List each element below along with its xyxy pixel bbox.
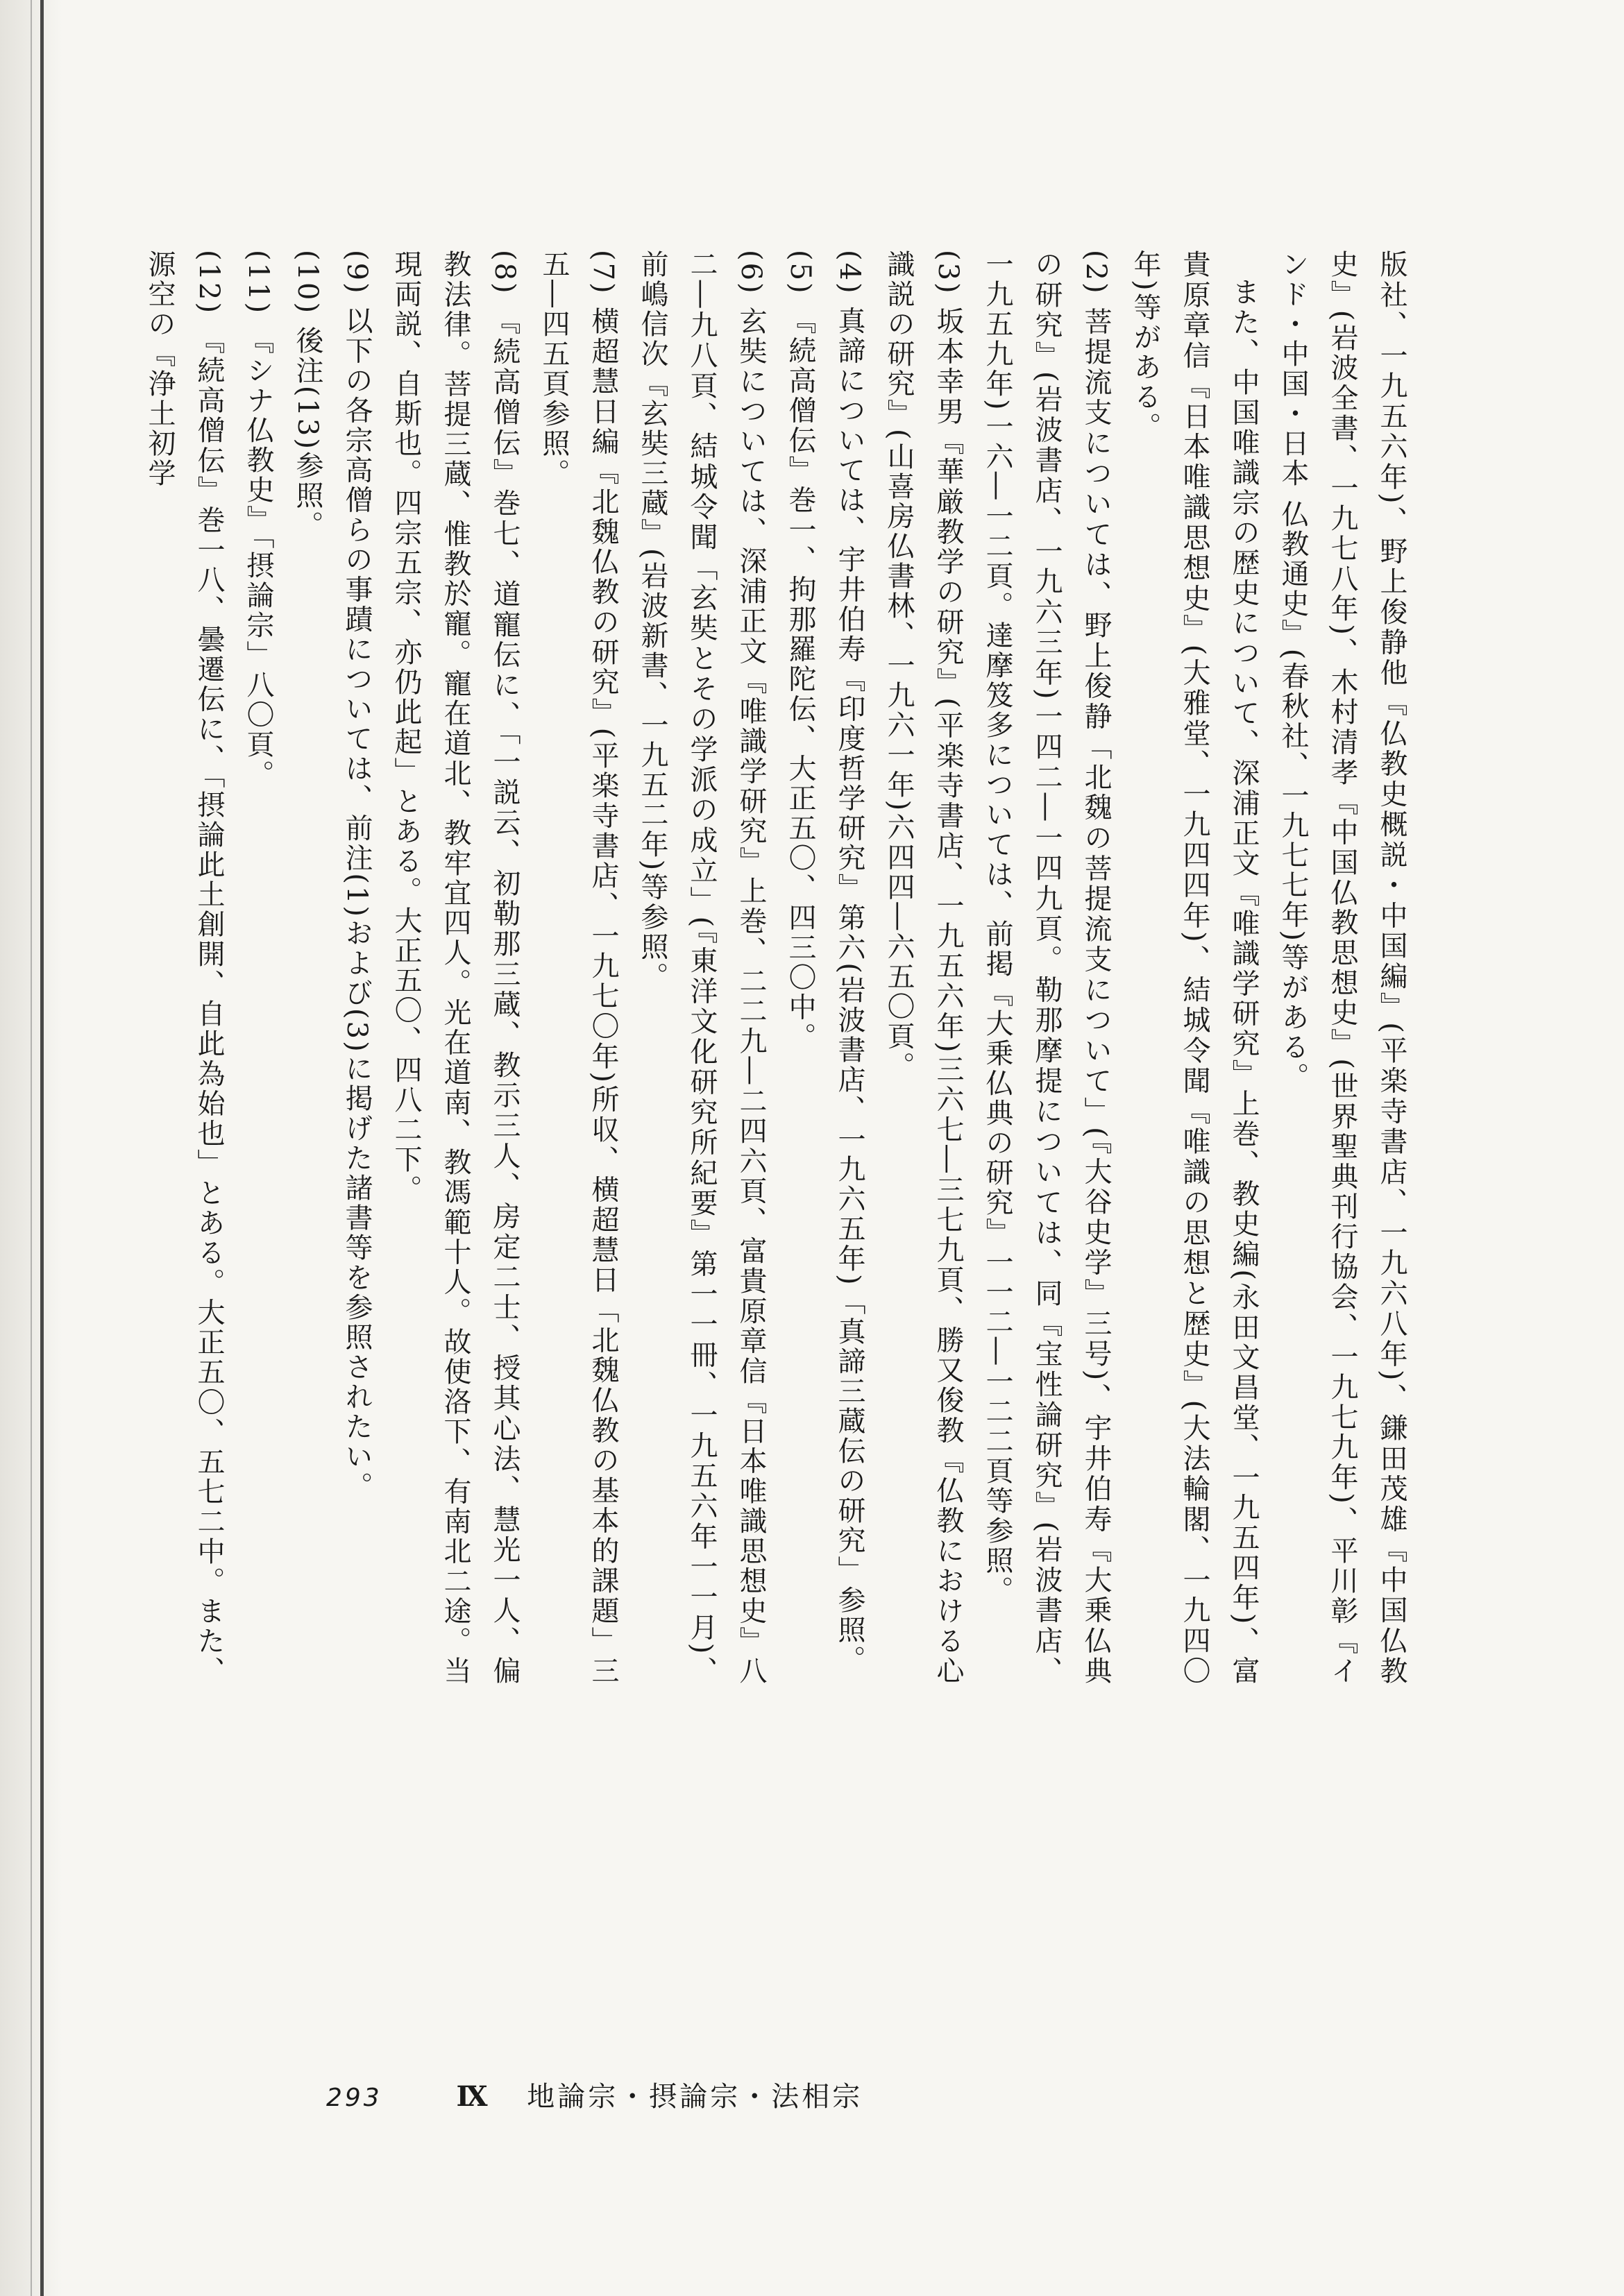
note-7: (7) 横超慧日編『北魏仏教の研究』(平楽寺書店、一九七〇年)所収、横超慧日「北魏仏教の基本的課題」三五―四五頁参照。	[538, 250, 619, 1686]
chapter-number: Ⅸ	[456, 2080, 491, 2113]
note-continuation: 版社、一九五六年)、野上俊静他『仏教史概説・中国編』(平楽寺書店、一九六八年)、鎌田茂雄『中国仏教史』(岩波全書、一九七八年)、木村清孝『中国仏教思想史』(世界聖典刊行協会、一九七九年)、平川彰『インド・中国・日本 仏教通史』(春秋社、一九七七年)等がある。	[1277, 250, 1407, 1686]
note-9: (9) 以下の各宗高僧らの事蹟については、前注(1)および(3)に掲げた諸書等を参照されたい。	[341, 250, 373, 1502]
note-6: (6) 玄奘については、深浦正文『唯識学研究』上巻、二二九―二四六頁、富貴原章信『日本唯識思想史』八二―九八頁、結城令聞「玄奘とその学派の成立」(『東洋文化研究所紀要』第一一冊、一九五六年一一月)、前嶋信次『玄奘三蔵』(岩波新書、一九五二年)等参照。	[636, 250, 767, 1686]
endnotes-block	[135, 250, 1416, 1686]
note-4: (4) 真諦については、宇井伯寿『印度哲学研究』第六(岩波書店、一九六五年)「真諦三蔵伝の研究」参照。	[834, 250, 865, 1675]
chapter-title: 地論宗・摂論宗・法相宗	[527, 2081, 863, 2113]
binding-edge	[40, 0, 44, 2296]
page-footer	[326, 2075, 863, 2114]
binding-edge-line	[31, 0, 32, 2296]
note-12: (12) 『続高僧伝』巻一八、曇遷伝に、「摂論此土創開、自此為始也」とある。大正五〇、五七二中。また、源空の『浄土初学	[144, 250, 225, 1686]
page-number: 293	[326, 2084, 382, 2112]
note-5: (5) 『続高僧伝』巻一、拘那羅陀伝、大正五〇、四三〇中。	[784, 250, 816, 1053]
note-3: (3) 坂本幸男『華厳教学の研究』(平楽寺書店、一九五六年)三六七―三七九頁、勝又俊教『仏教における心識説の研究』(山喜房仏書林、一九六一年)六四四―六五〇頁。	[883, 250, 964, 1686]
note-2: (2) 菩提流支については、野上俊静「北魏の菩提流支について」(『大谷史学』三号)、宇井伯寿『大乗仏典の研究』(岩波書店、一九六三年)一四二―一四九頁。勒那摩提については、同『宝性論研究』(岩波書店、一九五九年)一六―一二頁。達摩笈多については、前掲『大乗仏典の研究』一一二―一二二頁等参照。	[981, 250, 1112, 1686]
note-11: (11) 『シナ仏教史』「摂論宗」八〇頁。	[242, 250, 274, 790]
note-paragraph: また、中国唯識宗の歴史について、深浦正文『唯識学研究』上巻、教史編(永田文昌堂、一九五四年)、富貴原章信『日本唯識思想史』(大雅堂、一九四四年)、結城令聞『唯識の思想と歴史』(大法輪閣、一九四〇年)等がある。	[1129, 250, 1260, 1686]
note-10: (10) 後注(13)参照。	[291, 250, 323, 541]
note-8: (8) 『続高僧伝』巻七、道寵伝に、「一説云、初勒那三蔵、教示三人、房定二士、授其心法、慧光一人、偏教法律。菩提三蔵、惟教於寵。寵在道北、教牢宜四人。光在道南、教馮範十人。故使洛下、有南北二途。当現両説、自斯也。四宗五宗、亦仍此起」とある。大正五〇、四八二下。	[390, 250, 521, 1686]
